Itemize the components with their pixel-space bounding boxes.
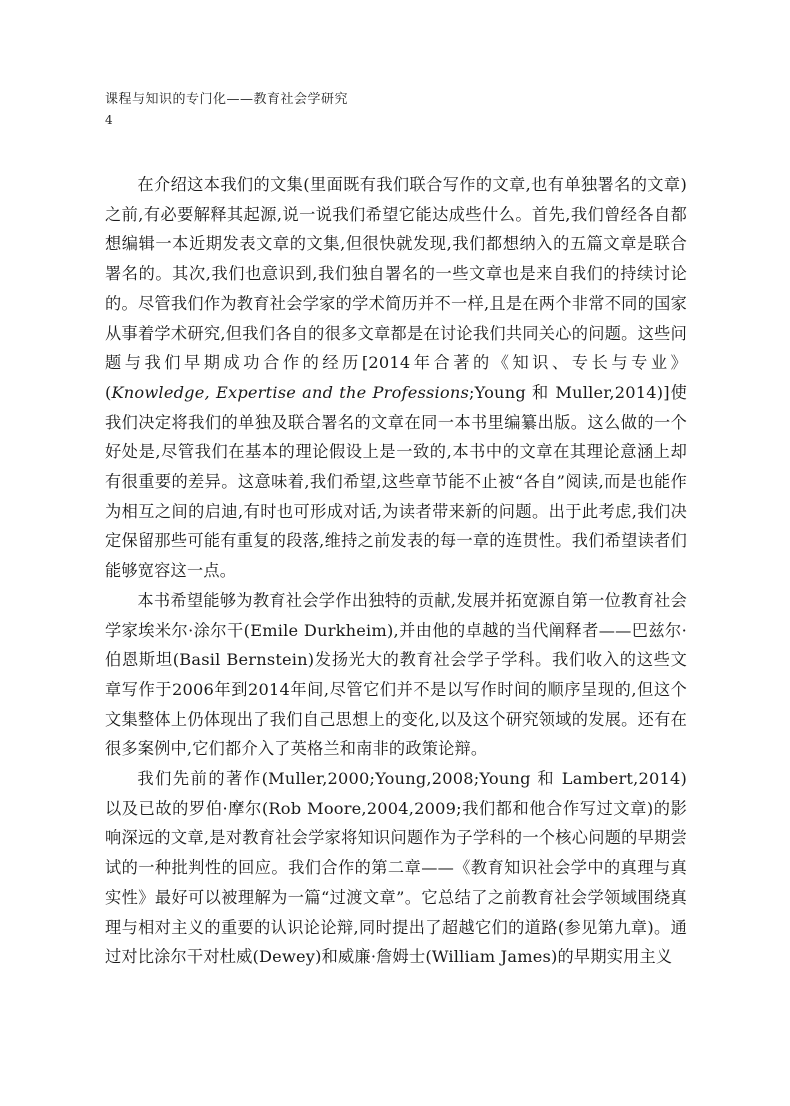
paragraph-1 bbox=[105, 170, 687, 586]
paragraph-3: 我们先前的著作(Muller,2000;Young,2008;Young 和 Lambert,2014)以及已故的罗伯·摩尔(Rob Moore,2004,2009;我们都和他合作写过文章)的影响深远的文章,是对教育社会学家将知识问题作为子学科的一个核心问题的早期尝试的一种批判性的回应。我们合作的第二章——《教育知识社会学中的真理与真实性》最好可以被理解为一篇“过渡文章”。它总结了之前教育社会学领域围绕真理与相对主义的重要的认识论论辩,同时提出了超越它们的道路(参见第九章)。通过对比涂尔干对杜威(Dewey)和威廉·詹姆士(William James)的早期实用主义 bbox=[105, 769, 687, 967]
body-text bbox=[105, 170, 687, 972]
paragraph-2: 本书希望能够为教育社会学作出独特的贡献,发展并拓宽源自第一位教育社会学家埃米尔·涂尔干(Emile Durkheim),并由他的卓越的当代阐释者——巴兹尔·伯恩斯坦(Basil Bernstein)发扬光大的教育社会学子学科。我们收入的这些文章写作于2006年到2014年间,尽管它们并不是以写作时间的顺序呈现的,但这个文集整体上仍体现出了我们自己思想上的变化,以及这个研究领域的发展。还有在很多案例中,它们都介入了英格兰和南非的政策论辩。 bbox=[105, 590, 687, 759]
paragraph-1-part-a: 在介绍这本我们的文集(里面既有我们联合写作的文章,也有单独署名的文章)之前,有必要解释其起源,说一说我们希望它能达成些什么。首先,我们曾经各自都想编辑一本近期发表文章的文集,但很快就发现,我们都想纳入的五篇文章是联合署名的。其次,我们也意识到,我们独自署名的一些文章也是来自我们的持续讨论的。尽管我们作为教育社会学家的学术简历并不一样,且是在两个非常不同的国家从事着学术研究,但我们各自的很多文章都是在讨论我们共同关心的问题。这些问题与我们早期成功合作的经历[2014年合著的《知识、专长与专业》( bbox=[105, 175, 687, 402]
book-title-italic: Knowledge, Expertise and the Professions bbox=[111, 382, 469, 402]
page-number: 4 bbox=[105, 113, 113, 127]
paragraph-1-part-b: ;Young 和 Muller,2014)]使我们决定将我们的单独及联合署名的文章在同一本书里编纂出版。这么做的一个好处是,尽管我们在基本的理论假设上是一致的,本书中的文章在其理论意涵上却有很重要的差异。这意味着,我们希望,这些章节能不止被“各自”阅读,而是也能作为相互之间的启迪,有时也可形成对话,为读者带来新的问题。出于此考虑,我们决定保留那些可能有重复的段落,维持之前发表的每一章的连贯性。我们希望读者们能够宽容这一点。 bbox=[105, 382, 687, 581]
running-head: 课程与知识的专门化——教育社会学研究 bbox=[105, 92, 349, 107]
